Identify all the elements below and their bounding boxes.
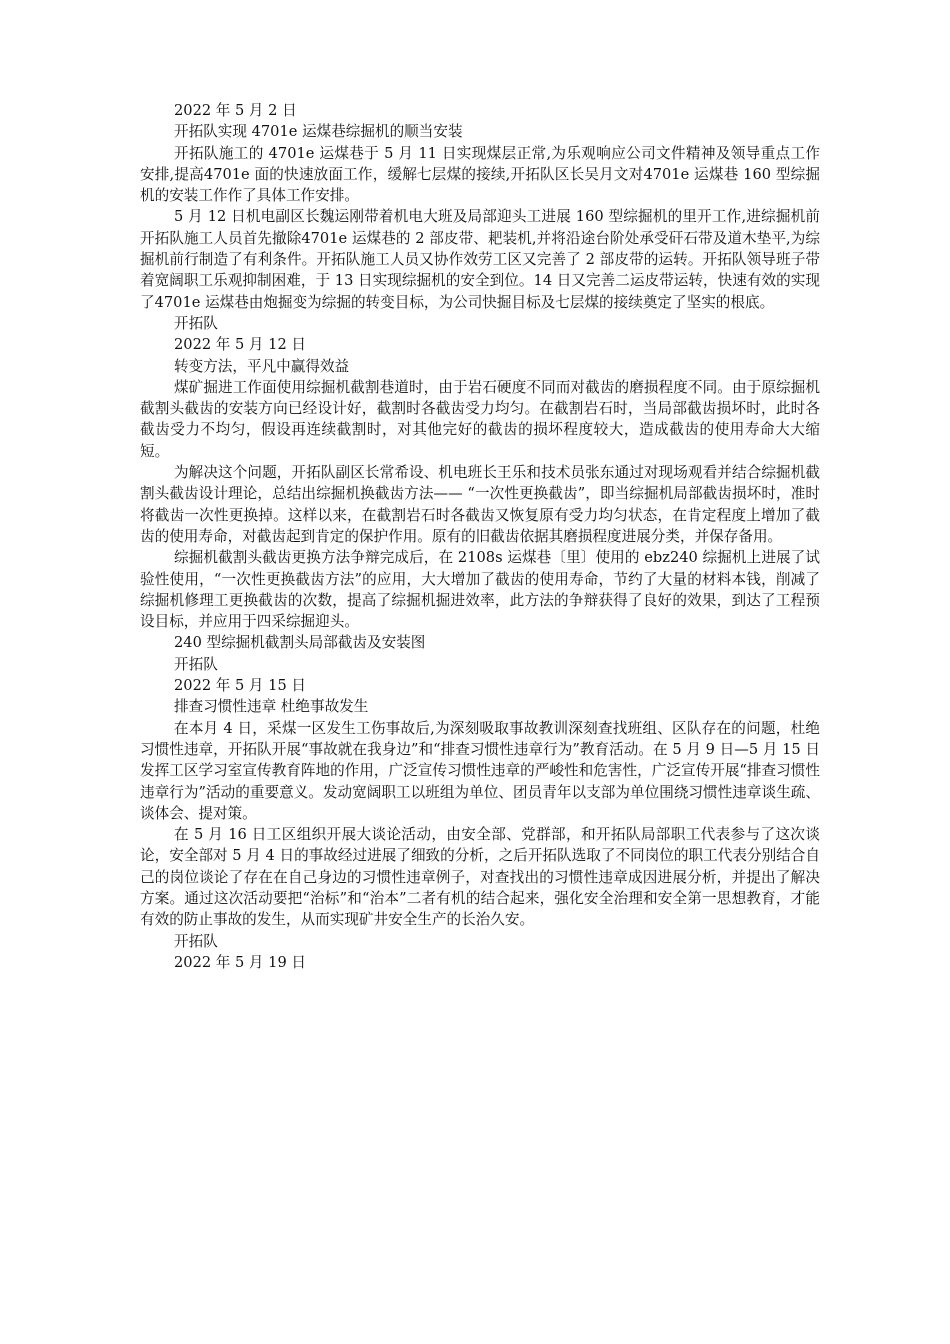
signature: 开拓队 xyxy=(174,314,218,332)
signature: 开拓队 xyxy=(174,932,218,950)
article-paragraph: 在本月 4 日，采煤一区发生工伤事故后,为深刻吸取事故教训深刻查找班组、区队存在的问题，杜绝习惯性违章，开拓队开展“事故就在我身边”和“排查习惯性违章行为”教育活动。在 5 月 9 日—5 月 15 日发挥工区学习室宣传教育阵地的作用，广泛宣传习惯性违章的严峻性和危害性，广泛宣传开展“排查习惯性违章行为”活动的重要意义。发动宽阔职工以班组为单位、团员青年以支部为单位围绕习惯性违章谈生疏、谈体会、提对策。 xyxy=(140,719,820,822)
article-title: 排查习惯性违章 杜绝事故发生 xyxy=(174,698,369,716)
article-title: 转变方法，平凡中赢得效益 xyxy=(174,357,350,375)
section-date: 2022 年 5 月 2 日 xyxy=(174,102,297,119)
article-paragraph: 在 5 月 16 日工区组织开展大谈论活动，由安全部、党群部，和开拓队局部职工代表参与了这次谈论，安全部对 5 月 4 日的事故经过进展了细致的分析，之后开拓队选取了不同岗位的职工代表分别结合自己的岗位谈论了存在在自己身边的习惯性违章例子，对查找出的习惯性违章成因进展分析，并提出了解决方案。通过这次活动要把“治标”和“治本”二者有机的结合起来，强化安全治理和安全第一思想教育，才能有效的防止事故的发生，从而实现矿井安全生产的长治久安。 xyxy=(140,826,820,929)
section-date: 2022 年 5 月 12 日 xyxy=(174,336,306,354)
document-page xyxy=(140,100,820,973)
section-date: 2022 年 5 月 15 日 xyxy=(174,677,306,695)
article-paragraph: 为解决这个问题，开拓队副区长常希设、机电班长王乐和技术员张东通过对现场观看并结合综掘机截割头截齿设计理论，总结出综掘机换截齿方法—— “一次性更换截齿”，即当综掘机局部截齿损坏时，准时将截齿一次性更换掉。这样以来，在截割岩石时各截齿又恢复原有受力均匀状态，在肯定程度上增加了截齿的使用寿命，对截齿起到肯定的保护作用。原有的旧截齿依据其磨损程度进展分类，并保存备用。 xyxy=(140,464,820,545)
article-paragraph: 5 月 12 日机电副区长魏运刚带着机电大班及局部迎头工进展 160 型综掘机的里开工作,进综掘机前开拓队施工人员首先撤除4701e 运煤巷的 2 部皮带、耙装机,并将沿途台阶处承受矸石带及道木垫平,为综掘机前行制造了有利条件。开拓队施工人员又协作效劳工区又完善了 2 部皮带的运转。开拓队领导班子带着宽阔职工乐观抑制困难，于 13 日实现综掘机的安全到位。14 日又完善二运皮带运转，快速有效的实现了4701e 运煤巷由炮掘变为综掘的转变目标，为公司快掘目标及七层煤的接续奠定了坚实的根底。 xyxy=(140,208,820,311)
signature: 开拓队 xyxy=(174,655,218,673)
article-paragraph: 开拓队施工的 4701e 运煤巷于 5 月 11 日实现煤层正常,为乐观响应公司文件精神及领导重点工作安排,提高4701e 面的快速放面工作，缓解七层煤的接续,开拓队区长吴月文对4701e 运煤巷 160 型综掘机的安装工作作了具体工作安排。 xyxy=(140,144,820,205)
closing-date: 2022 年 5 月 19 日 xyxy=(174,953,306,971)
article-title: 开拓队实现 4701e 运煤巷综掘机的顺当安装 xyxy=(174,123,463,141)
figure-caption: 240 型综掘机截割头局部截齿及安装图 xyxy=(174,634,426,652)
article-paragraph: 煤矿掘进工作面使用综掘机截割巷道时，由于岩石硬度不同而对截齿的磨损程度不同。由于原综掘机截割头截齿的安装方向已经设计好，截割时各截齿受力均匀。在截割岩石时，当局部截齿损坏时，此时各截齿受力不均匀，假设再连续截割时，对其他完好的截齿的损坏程度较大，造成截齿的使用寿命大大缩短。 xyxy=(140,378,820,460)
article-paragraph: 综掘机截割头截齿更换方法争辩完成后，在 2108s 运煤巷〔里〕使用的 ebz240 综掘机上进展了试验性使用，“一次性更换截齿方法”的应用，大大增加了截齿的使用寿命，节约了大量的材料本钱，削减了综掘机修理工更换截齿的次数，提高了综掘机掘进效率，此方法的争辩获得了良好的效果，到达了工程预设目标，并应用于四采综掘迎头。 xyxy=(140,549,820,631)
